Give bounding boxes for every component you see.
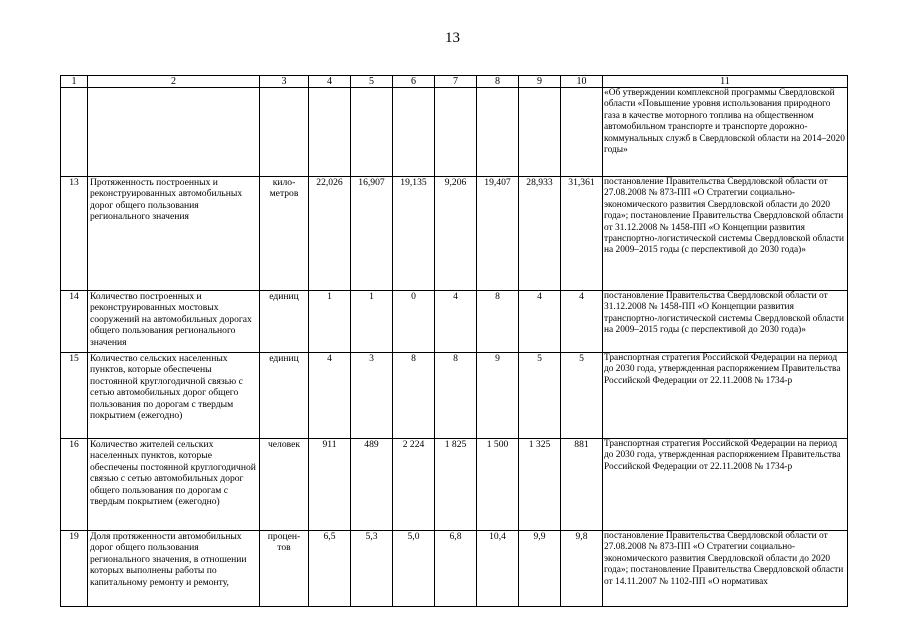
- empty-cell: [477, 88, 519, 177]
- indicator-name: Доля протяженности автомобильных дорог общего пользования регионального значения, в отношении которых выполнены работы по капитальному ремонту и ремонту,: [88, 531, 260, 607]
- header-cell: 10: [561, 76, 603, 88]
- value-cell: 22,026: [309, 177, 351, 291]
- value-cell: 3: [351, 353, 393, 439]
- value-cell: 8: [435, 353, 477, 439]
- source-cell: постановление Правительства Свердловской области от 27.08.2008 № 873-ПП «О Стратегии социально-экономического развития Свердловской области до 2020 года»; постановление Правительства Свердловской области от 31.12.2008 № 1458-ПП «О Концепции развития транспортно-логистической системы Свердловской области на 2009–2015 годы (с перспективой до 2030 года)»: [603, 177, 848, 291]
- empty-cell: [260, 88, 309, 177]
- table-row: [61, 439, 848, 531]
- page-number: 13: [445, 30, 460, 46]
- value-cell: 31,361: [561, 177, 603, 291]
- source-cell: Транспортная стратегия Российской Федерации на период до 2030 года, утвержденная распоряжением Правительства Российской Федерации от 22.11.2008 № 1734-р: [603, 439, 848, 531]
- empty-cell: [519, 88, 561, 177]
- header-cell: 7: [435, 76, 477, 88]
- header-cell: 8: [477, 76, 519, 88]
- value-cell: 1: [309, 291, 351, 353]
- header-cell: 1: [61, 76, 88, 88]
- value-cell: 5: [561, 353, 603, 439]
- value-cell: 19,407: [477, 177, 519, 291]
- value-cell: 9: [477, 353, 519, 439]
- source-cell: постановление Правительства Свердловской области от 31.12.2008 № 1458-ПП «О Концепции развития транспортно-логистической системы Свердловской области на 2009–2015 годы (с перспективой до 2030 года)»: [603, 291, 848, 353]
- empty-cell: [435, 88, 477, 177]
- empty-cell: [351, 88, 393, 177]
- unit-cell: единиц: [260, 353, 309, 439]
- row-number: 19: [61, 531, 88, 607]
- value-cell: 489: [351, 439, 393, 531]
- value-cell: 911: [309, 439, 351, 531]
- value-cell: 1 325: [519, 439, 561, 531]
- row-number: 13: [61, 177, 88, 291]
- table-row: [61, 353, 848, 439]
- value-cell: 1 825: [435, 439, 477, 531]
- unit-cell: процен-тов: [260, 531, 309, 607]
- value-cell: 9,9: [519, 531, 561, 607]
- header-cell: 5: [351, 76, 393, 88]
- empty-cell: [561, 88, 603, 177]
- source-cell: Транспортная стратегия Российской Федерации на период до 2030 года, утвержденная распоряжением Правительства Российской Федерации от 22.11.2008 № 1734-р: [603, 353, 848, 439]
- value-cell: 9,206: [435, 177, 477, 291]
- value-cell: 28,933: [519, 177, 561, 291]
- row-number: 14: [61, 291, 88, 353]
- value-cell: 19,135: [393, 177, 435, 291]
- value-cell: 8: [477, 291, 519, 353]
- indicator-name: Количество жителей сельских населенных пунктов, которые обеспечены постоянной круглогодичной связью с сетью автомобильных дорог общего пользования по дорогам с твердым покрытием (ежегодно): [88, 439, 260, 531]
- header-cell: 9: [519, 76, 561, 88]
- empty-cell: [393, 88, 435, 177]
- unit-cell: человек: [260, 439, 309, 531]
- value-cell: 9,8: [561, 531, 603, 607]
- table-row-continuation: [61, 88, 848, 177]
- indicator-name: Количество сельских населенных пунктов, которые обеспечены постоянной круглогодичной связью с сетью автомобильных дорог общего пользования по дорогам с твердым покрытием (ежегодно): [88, 353, 260, 439]
- value-cell: 1 500: [477, 439, 519, 531]
- indicators-table: [60, 75, 848, 607]
- row-number: 16: [61, 439, 88, 531]
- value-cell: 5,3: [351, 531, 393, 607]
- table-row: [61, 531, 848, 607]
- value-cell: 881: [561, 439, 603, 531]
- value-cell: 8: [393, 353, 435, 439]
- empty-cell: [309, 88, 351, 177]
- header-cell: 11: [603, 76, 848, 88]
- value-cell: 2 224: [393, 439, 435, 531]
- header-cell: 4: [309, 76, 351, 88]
- value-cell: 4: [309, 353, 351, 439]
- row-number: 15: [61, 353, 88, 439]
- indicator-name: Протяженность построенных и реконструированных автомобильных дорог общего пользования регионального значения: [88, 177, 260, 291]
- unit-cell: кило-метров: [260, 177, 309, 291]
- value-cell: 6,8: [435, 531, 477, 607]
- unit-cell: единиц: [260, 291, 309, 353]
- value-cell: 10,4: [477, 531, 519, 607]
- value-cell: 4: [519, 291, 561, 353]
- table-row: [61, 177, 848, 291]
- header-cell: 2: [88, 76, 260, 88]
- value-cell: 4: [435, 291, 477, 353]
- empty-cell: [88, 88, 260, 177]
- value-cell: 6,5: [309, 531, 351, 607]
- value-cell: 5,0: [393, 531, 435, 607]
- source-cell: постановление Правительства Свердловской области от 27.08.2008 № 873-ПП «О Стратегии социально-экономического развития Свердловской области до 2020 года»; постановление Правительства Свердловской области от 14.11.2007 № 1102-ПП «О нормативах: [603, 531, 848, 607]
- indicator-name: Количество построенных и реконструированных мостовых сооружений на автомобильных дорогах общего пользования регионального значения: [88, 291, 260, 353]
- value-cell: 4: [561, 291, 603, 353]
- header-cell: 6: [393, 76, 435, 88]
- table-header-row: [61, 76, 848, 88]
- table-row: [61, 291, 848, 353]
- source-cell: «Об утверждении комплексной программы Свердловской области «Повышение уровня использования природного газа в качестве моторного топлива на общественном автомобильном транспорте и транспорте дорожно-коммунальных служб в Свердловской области на 2014–2020 годы»: [603, 88, 848, 177]
- value-cell: 5: [519, 353, 561, 439]
- empty-cell: [61, 88, 88, 177]
- value-cell: 0: [393, 291, 435, 353]
- value-cell: 16,907: [351, 177, 393, 291]
- value-cell: 1: [351, 291, 393, 353]
- header-cell: 3: [260, 76, 309, 88]
